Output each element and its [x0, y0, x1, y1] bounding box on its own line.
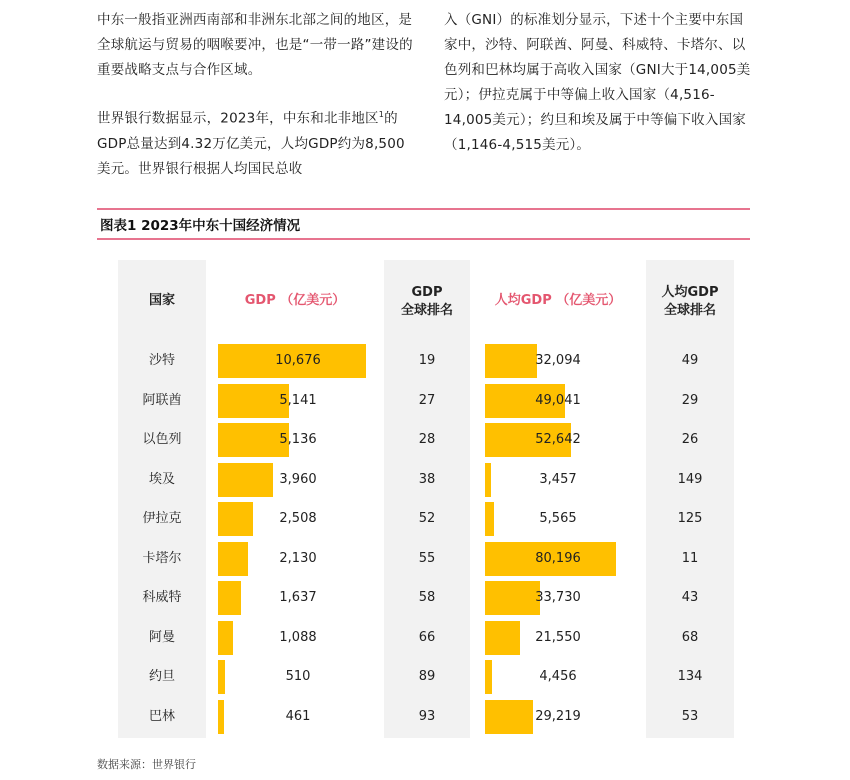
gdp-per-capita-rank-value: 26	[681, 432, 699, 447]
gdp-value-label: 2,130	[279, 550, 317, 566]
gdp-rank-value: 93	[418, 708, 436, 724]
gdp-value-label: 3,960	[279, 471, 317, 487]
header-gdp: GDP （亿美元）	[244, 293, 346, 308]
chart-title-top-rule	[97, 208, 750, 210]
header-gdp-rank-line1: GDP	[411, 285, 443, 300]
gdp-value-label: 5,141	[279, 392, 317, 408]
country-name: 埃及	[148, 471, 175, 487]
gdp-rank-value: 66	[418, 629, 436, 645]
country-name: 约旦	[148, 669, 175, 684]
gdp-rank-value: 89	[418, 669, 436, 684]
gdp-per-capita-value-label: 52,642	[535, 432, 581, 447]
gdp-per-capita-value-label: 21,550	[535, 629, 581, 645]
gdp-value-label: 1,088	[279, 629, 317, 645]
header-gdp-per-capita-rank-line2: 全球排名	[663, 303, 716, 318]
gdp-per-capita-value-label: 80,196	[535, 550, 581, 566]
header-gdp-rank-line2: 全球排名	[400, 303, 453, 318]
country-name: 科威特	[142, 590, 182, 605]
gdp-paragraph	[97, 102, 415, 182]
chart-title-bottom-rule	[97, 238, 750, 240]
gdp-per-capita-value-label: 5,565	[539, 511, 577, 526]
gdp-per-capita-rank-value: 43	[681, 590, 699, 605]
gdp-rank-value: 55	[418, 550, 436, 566]
gdp-rank-value: 52	[418, 511, 436, 526]
gdp-paragraph-part2: 的GDP总量达到4.32万亿美元，人均GDP约为8,500美元。世界银行根据人均国民总收	[97, 110, 405, 177]
gdp-rank-value: 58	[418, 590, 436, 605]
gdp-per-capita-value-label: 4,456	[539, 669, 577, 684]
gdp-value-label: 2,508	[279, 511, 317, 526]
gdp-per-capita-value-label: 3,457	[539, 471, 577, 487]
country-name: 卡塔尔	[142, 550, 182, 566]
country-name: 以色列	[142, 432, 182, 447]
header-gdp-per-capita-rank-line1: 人均GDP	[661, 285, 719, 300]
gdp-value-label: 10,676	[275, 353, 321, 368]
gdp-value-label: 1,637	[279, 590, 317, 605]
gdp-value-label: 5,136	[279, 432, 317, 447]
gdp-per-capita-rank-value: 29	[681, 392, 699, 408]
gdp-per-capita-rank-value: 68	[681, 629, 699, 645]
country-name: 巴林	[148, 708, 175, 724]
gdp-rank-value: 19	[418, 353, 436, 368]
income-classification-paragraph: 入（GNI）的标准划分显示，下述十个主要中东国家中，沙特、阿联酋、阿曼、科威特、卡塔尔、以色列和巴林均属于高收入国家（GNI大于14,005美元）；伊拉克属于中等偏上收入国家（4,516-14,005美元）；约旦和埃及属于中等偏下收入国家（1,146-4,515美元）。	[444, 12, 751, 153]
gdp-per-capita-rank-value: 53	[681, 708, 699, 724]
header-gdp-per-capita: 人均GDP （亿美元）	[494, 293, 622, 308]
country-name: 沙特	[148, 353, 175, 368]
gdp-per-capita-value-label: 32,094	[535, 353, 581, 368]
chart-title: 图表1 2023年中东十国经济情况	[100, 218, 301, 234]
gdp-value-label: 461	[285, 708, 311, 724]
footnote-marker: 1	[378, 110, 385, 119]
intro-paragraph: 中东一般指亚洲西南部和非洲东北部之间的地区，是全球航运与贸易的咽喉要冲，也是“一带一路”建设的重要战略支点与合作区域。	[97, 12, 413, 78]
gdp-per-capita-rank-value: 149	[677, 471, 703, 487]
country-name: 阿曼	[148, 629, 175, 645]
gdp-rank-value: 28	[418, 432, 436, 447]
gdp-per-capita-value-label: 49,041	[535, 392, 581, 408]
gdp-per-capita-value-label: 29,219	[535, 708, 581, 724]
gdp-per-capita-rank-value: 125	[677, 511, 703, 526]
gdp-rank-value: 27	[418, 392, 436, 408]
country-name: 伊拉克	[142, 511, 182, 526]
data-source-note: 数据来源：世界银行	[97, 758, 196, 771]
gdp-per-capita-value-label: 33,730	[535, 590, 581, 605]
gdp-per-capita-rank-value: 134	[677, 669, 703, 684]
gdp-rank-value: 38	[418, 471, 436, 487]
gdp-paragraph-part1: 世界银行数据显示，2023年，中东和北非地区	[97, 110, 379, 127]
header-country: 国家	[148, 293, 175, 308]
gdp-value-label: 510	[285, 669, 311, 684]
country-name: 阿联酋	[142, 392, 182, 408]
gdp-per-capita-rank-value: 11	[681, 550, 699, 566]
gdp-per-capita-rank-value: 49	[681, 353, 699, 368]
